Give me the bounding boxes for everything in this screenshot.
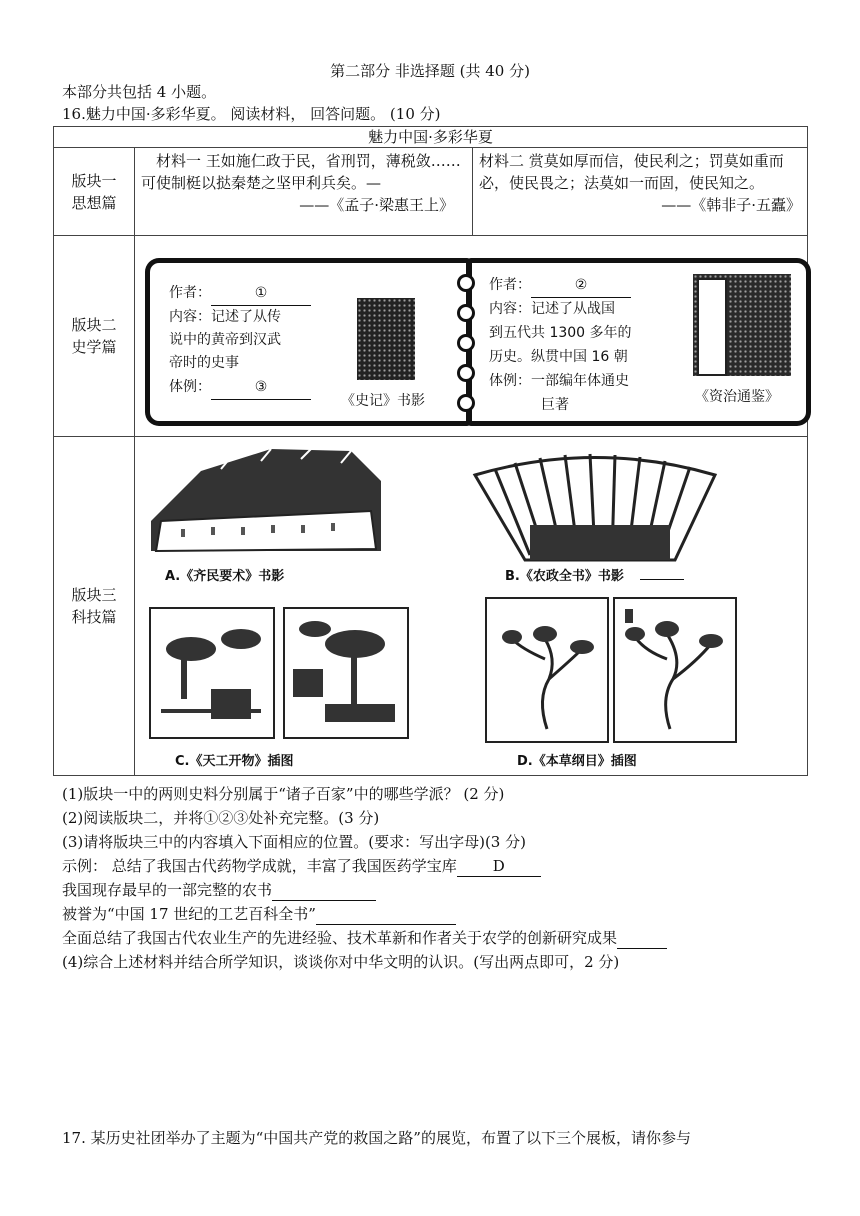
zizhi-style-line: 体例：一部编年体通史 [489, 373, 629, 389]
binding-ring-icon [457, 364, 475, 382]
zizhi-caption: 《资治通鉴》 [695, 389, 779, 405]
question-16-3: (3)请将版块三中的内容填入下面相应的位置。(要求：写出字母)(3 分) [62, 833, 526, 851]
example-answer: D [457, 856, 541, 877]
example-line [62, 856, 541, 877]
nongzheng-quanshu-image [470, 445, 720, 563]
caption-c: C.《天工开物》插图 [175, 754, 294, 769]
answer-blank-2[interactable] [316, 904, 456, 925]
binding-ring-icon [457, 304, 475, 322]
shiji-content-line: 内容：记述了从传 [169, 309, 281, 325]
caption-b-line [505, 565, 684, 584]
material-one-text: 材料一 王如施仁政于民，省刑罚，薄税敛……可使制梃以挞秦楚之坚甲利兵矣。— [141, 152, 461, 192]
fill-text-2: 被誉为“中国 17 世纪的工艺百科全书” [62, 905, 316, 923]
shiji-caption: 《史记》书影 [341, 393, 425, 409]
fill-line-1 [62, 880, 376, 901]
binding-ring-icon [457, 334, 475, 352]
question-16-title: 16.魅力中国·多彩华夏。 阅读材料， 回答问题。 (10 分) [62, 105, 441, 123]
history-cell [135, 236, 808, 437]
caption-d: D.《本草纲目》插图 [517, 754, 637, 769]
shiji-author-line [169, 282, 311, 306]
table-header: 魅力中国·多彩华夏 [54, 127, 808, 148]
zizhi-content-line: 巨著 [541, 397, 569, 413]
zizhi-author-line [489, 274, 631, 298]
row-label-line: 版块一 [71, 171, 117, 190]
author-label: 作者： [489, 277, 531, 293]
material-two [473, 148, 808, 236]
answer-blank-3[interactable] [617, 928, 667, 949]
row-label-line: 版块二 [71, 316, 117, 334]
fill-text-3: 全面总结了我国古代农业生产的先进经验、技术革新和作者关于农学的创新研究成果 [62, 929, 618, 947]
zizhi-book-spine [697, 278, 727, 376]
shiji-style-line [169, 376, 311, 400]
question-16-1: (1)版块一中的两则史料分别属于“诸子百家”中的哪些学派？ (2 分) [62, 785, 505, 803]
row-label-line: 版块三 [71, 586, 117, 604]
row-label-science [54, 437, 135, 776]
section-intro: 本部分共包括 4 小题。 [62, 83, 217, 101]
binding-ring-icon [457, 274, 475, 292]
fill-line-2 [62, 904, 456, 925]
qimin-yaoshu-image [141, 441, 391, 559]
blank-three: ③ [211, 376, 311, 400]
bencao-illustration-right [613, 597, 737, 743]
material-two-text: 材料二 赏莫如厚而信，使民利之；罚莫如重而必，使民畏之；法莫如一而固，使民知之。 [479, 152, 784, 192]
row-label-history [54, 236, 135, 437]
binding-ring-icon [457, 394, 475, 412]
material-table [53, 126, 808, 776]
tiangong-illustration-left [149, 607, 275, 739]
question-17: 17. 某历史社团举办了主题为“中国共产党的救国之路”的展览，布置了以下三个展板，请你参与 [62, 1129, 691, 1147]
question-16-2: (2)阅读版块二，并将①②③处补充完整。(3 分) [62, 809, 380, 827]
author-label: 作者： [169, 285, 211, 301]
zizhi-content-line: 内容：记述了从战国 [489, 301, 615, 317]
bencao-illustration-left [485, 597, 609, 743]
science-cell [135, 437, 808, 776]
style-label: 体例： [169, 379, 211, 395]
blank-two: ② [531, 274, 631, 298]
material-one [135, 148, 473, 236]
shiji-book-image [357, 298, 415, 380]
question-16-4: (4)综合上述材料并结合所学知识，谈谈你对中华文明的认识。(写出两点即可，2 分) [62, 953, 620, 971]
zizhi-content-line: 到五代共 1300 多年的 [489, 325, 632, 341]
answer-blank-1[interactable] [272, 880, 376, 901]
caption-b: B.《农政全书》书影 [505, 569, 624, 584]
zizhi-content-line: 历史。纵贯中国 16 朝 [489, 349, 628, 365]
section-heading: 第二部分 非选择题 (共 40 分) [330, 62, 530, 80]
row-label-line: 史学篇 [71, 338, 117, 356]
shiji-content-line: 帝时的史事 [169, 355, 239, 371]
shiji-content-line: 说中的黄帝到汉武 [169, 332, 281, 348]
row-label-thought [54, 148, 135, 236]
tiangong-illustration-right [283, 607, 409, 739]
blank-one: ① [211, 282, 311, 306]
fill-text-1: 我国现存最早的一部完整的农书 [62, 881, 273, 899]
row-label-line: 科技篇 [71, 608, 117, 626]
material-one-source: ——《孟子·梁惠王上》 [299, 196, 454, 214]
material-two-source: ——《韩非子·五蠹》 [661, 196, 801, 214]
row-label-line: 思想篇 [71, 193, 117, 212]
fill-line-3 [62, 928, 667, 949]
example-text: 示例： 总结了我国古代药物学成就，丰富了我国医药学宝库 [62, 857, 457, 875]
caption-b-underline [640, 579, 684, 580]
caption-a: A.《齐民要术》书影 [165, 569, 285, 584]
